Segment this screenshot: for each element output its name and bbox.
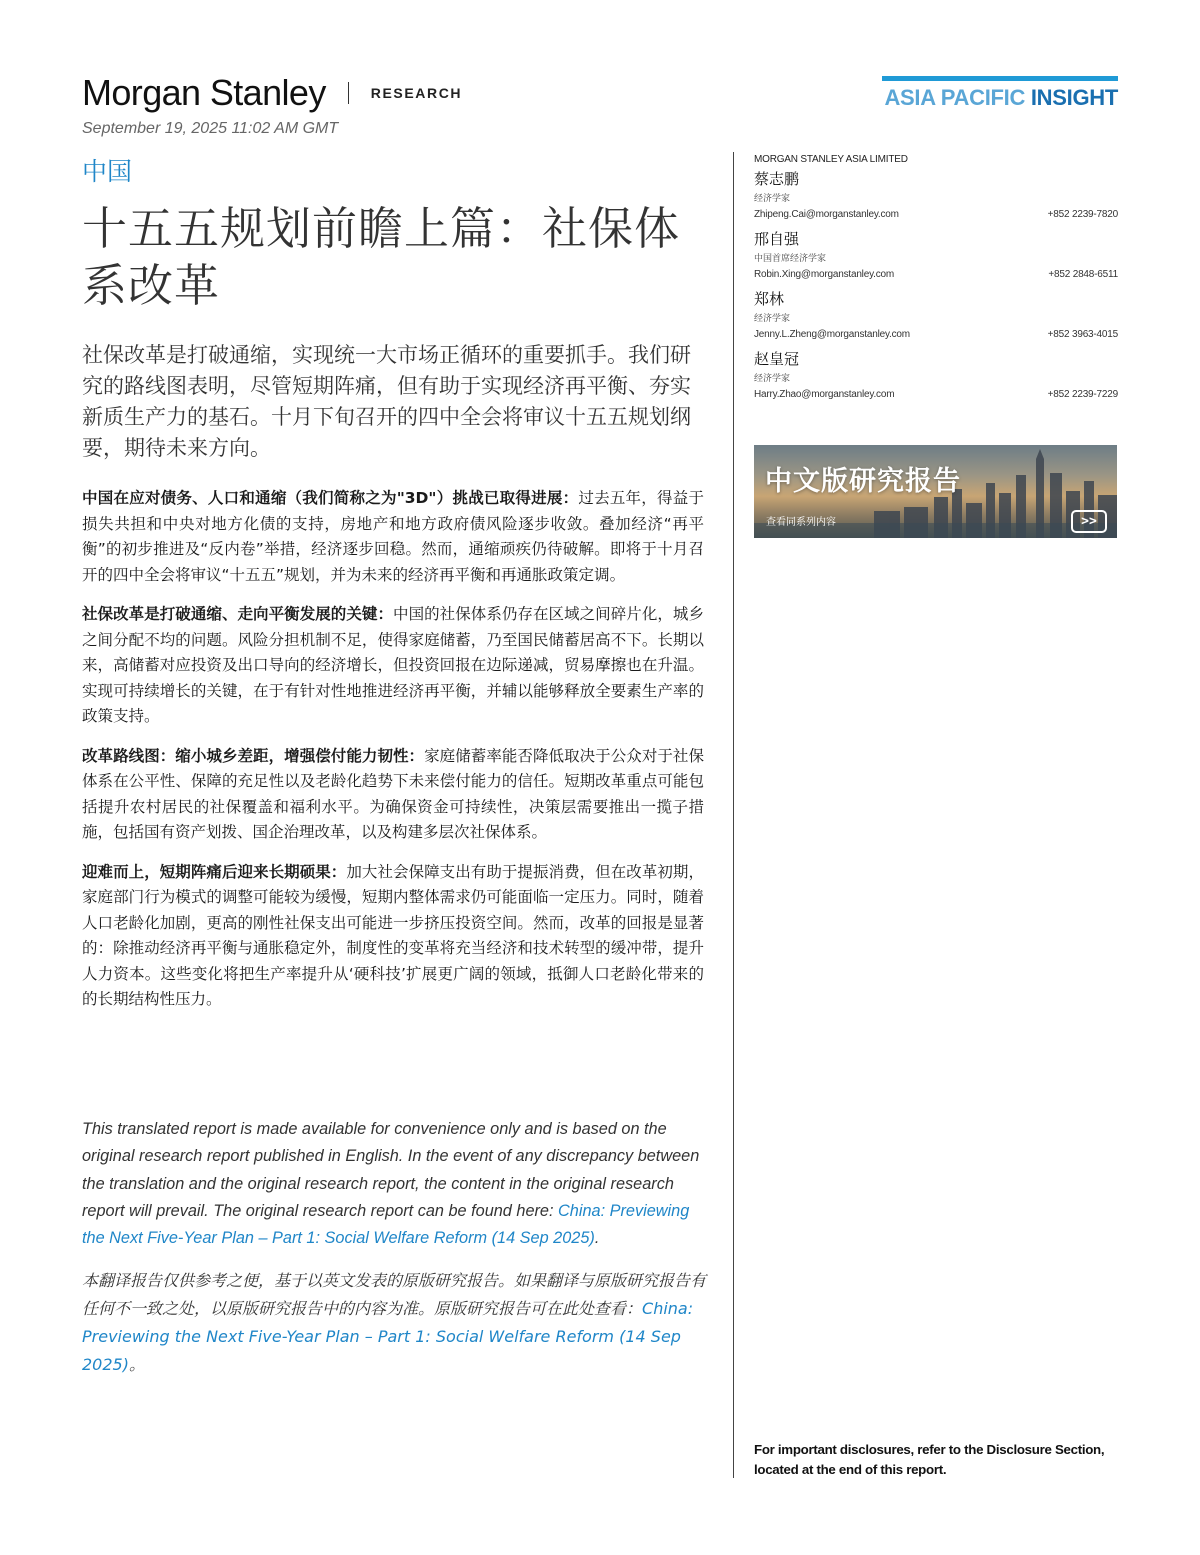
- paragraph-text: 加大社会保障支出有助于提振消费，但在改革初期，家庭部门行为模式的调整可能较为缓慢，短期内整体需求仍可能面临一定压力。同时，随着人口老龄化加剧，更高的刚性社保支出可能进一步挤压投资空间。然而，改革的回报是显著的：除推动经济再平衡与通胀稳定外，制度性的变革将充当经济和技术转型的缓冲带，提升人力资本。这些变化将把生产率提升从‘硬科技’扩展更广阔的领域，抵御人口老龄化带来的的长期结构性压力。: [82, 862, 704, 1008]
- author-role: 经济学家: [754, 314, 791, 324]
- banner-subtitle: 查看同系列内容: [766, 517, 836, 528]
- author-name: 郑林: [754, 290, 785, 308]
- author-email[interactable]: Jenny.L.Zheng@morganstanley.com: [754, 329, 910, 340]
- author-name: 邢自强: [754, 230, 800, 248]
- body-paragraph: [82, 744, 704, 846]
- series-label: [882, 76, 1118, 111]
- author-card: [754, 169, 1118, 223]
- paragraph-text: 过去五年，得益于损失共担和中央对地方化债的支持，房地产和地方政府债风险逐步收敛。叠加经济“再平衡”的初步推进及“反内卷”举措，经济逐步回稳。然而，通缩顽疾仍待破解。即将于十月召开的四中全会将审议“十五五”规划，并为未来的经济再平衡和再通胀政策定调。: [82, 489, 704, 584]
- report-summary: 社保改革是打破通缩，实现统一大市场正循环的重要抓手。我们研究的路线图表明，尽管短期阵痛，但有助于实现经济再平衡、夯实新质生产力的基石。十月下旬召开的四中全会将审议十五五规划纲要，期待未来方向。: [82, 343, 691, 460]
- brand-header: [82, 72, 462, 114]
- research-label: RESEARCH: [370, 85, 463, 101]
- banner-title: 中文版研究报告: [765, 466, 961, 497]
- author-role: 中国首席经济学家: [754, 254, 827, 264]
- author-card: [754, 349, 1118, 403]
- author-contact: [754, 207, 1118, 223]
- author-contact: [754, 327, 1118, 343]
- series-label-bold: INSIGHT: [1030, 85, 1118, 110]
- translation-disclaimer-en: [82, 1116, 712, 1252]
- author-phone: +852 2239-7229: [1047, 389, 1118, 400]
- author-email[interactable]: Robin.Xing@morganstanley.com: [754, 269, 894, 280]
- body-paragraph: [82, 602, 704, 730]
- sidebar-divider: [733, 152, 734, 1478]
- author-contact: [754, 267, 1118, 283]
- disclosure-note: For important disclosures, refer to the Disclosure Section, located at the end of this report.: [754, 1442, 1105, 1477]
- disclaimer-en-end: .: [594, 1229, 600, 1248]
- original-report-link-en[interactable]: China: Previewing the Next Five-Year Plan – Part 1: Social Welfare Reform (14 Sep 2025): [82, 1201, 690, 1248]
- author-name: 赵皇冠: [754, 350, 800, 368]
- chinese-reports-banner[interactable]: [754, 445, 1117, 538]
- translation-disclaimer-zh: [82, 1267, 712, 1379]
- author-card: [754, 229, 1118, 283]
- author-entity: MORGAN STANLEY ASIA LIMITED: [754, 154, 908, 165]
- disclaimer-zh-end: 。: [128, 1355, 145, 1374]
- publish-date: September 19, 2025 11:02 AM GMT: [82, 120, 339, 137]
- disclaimer-zh-text: 本翻译报告仅供参考之便，基于以英文发表的原版研究报告。如果翻译与原版研究报告有任何不一致之处，以原版研究报告中的内容为准。原版研究报告可在此处查看：: [82, 1271, 707, 1318]
- paragraph-text: 家庭储蓄率能否降低取决于公众对于社保体系在公平性、保障的充足性以及老龄化趋势下未来偿付能力的信任。短期改革重点可能包括提升农村居民的社保覆盖和福利水平。为确保资金可持续性，决策层需要推出一揽子措施，包括国有资产划拨、国企治理改革，以及构建多层次社保体系。: [82, 746, 704, 841]
- morgan-stanley-logo: Morgan Stanley: [82, 72, 326, 113]
- body-paragraph: [82, 486, 704, 588]
- original-report-link-zh[interactable]: China: Previewing the Next Five-Year Plan – Part 1: Social Welfare Reform (14 Sep 2025): [82, 1299, 694, 1374]
- paragraph-heading: 社保改革是打破通缩、走向平衡发展的关键：: [82, 605, 394, 623]
- paragraph-heading: 中国在应对债务、人口和通缩（我们简称之为"3D"）挑战已取得进展：: [82, 489, 579, 507]
- paragraph-text: 中国的社保体系仍存在区域之间碎片化，城乡之间分配不均的问题。风险分担机制不足，使得家庭储蓄，乃至国民储蓄居高不下。长期以来，高储蓄对应投资及出口导向的经济增长，但投资回报在边际递减，贸易摩擦也在升温。实现可持续增长的关键，在于有针对性地推进经济再平衡，并辅以能够释放全要素生产率的政策支持。: [82, 605, 704, 725]
- header-divider: [348, 82, 349, 104]
- author-role: 经济学家: [754, 194, 791, 204]
- author-email[interactable]: Zhipeng.Cai@morganstanley.com: [754, 209, 899, 220]
- author-role: 经济学家: [754, 374, 791, 384]
- author-contact: [754, 387, 1118, 403]
- series-label-light: ASIA PACIFIC: [884, 85, 1026, 110]
- author-phone: +852 3963-4015: [1047, 329, 1118, 340]
- author-phone: +852 2239-7820: [1047, 209, 1118, 220]
- author-name: 蔡志鹏: [754, 170, 800, 188]
- body-paragraph: [82, 860, 704, 1013]
- paragraph-heading: 改革路线图：缩小城乡差距，增强偿付能力韧性：: [82, 746, 425, 765]
- report-body: [82, 486, 704, 1027]
- author-email[interactable]: Harry.Zhao@morganstanley.com: [754, 389, 895, 400]
- paragraph-heading: 迎难而上，短期阵痛后迎来长期硕果：: [82, 862, 347, 881]
- author-card: [754, 289, 1118, 343]
- double-chevron-right-icon[interactable]: >>: [1071, 510, 1107, 533]
- authors-panel: [754, 154, 1118, 409]
- author-phone: +852 2848-6511: [1048, 269, 1118, 280]
- disclaimer-en-text: This translated report is made available for convenience only and is based on the original research report published in English. In the event of any discrepancy between the translation and the original research report, the content in the original research report will prevail. The original research report can be found here:: [82, 1120, 700, 1220]
- report-title: 十五五规划前瞻上篇：社保体系改革: [82, 202, 681, 312]
- region-label: 中国: [82, 157, 133, 186]
